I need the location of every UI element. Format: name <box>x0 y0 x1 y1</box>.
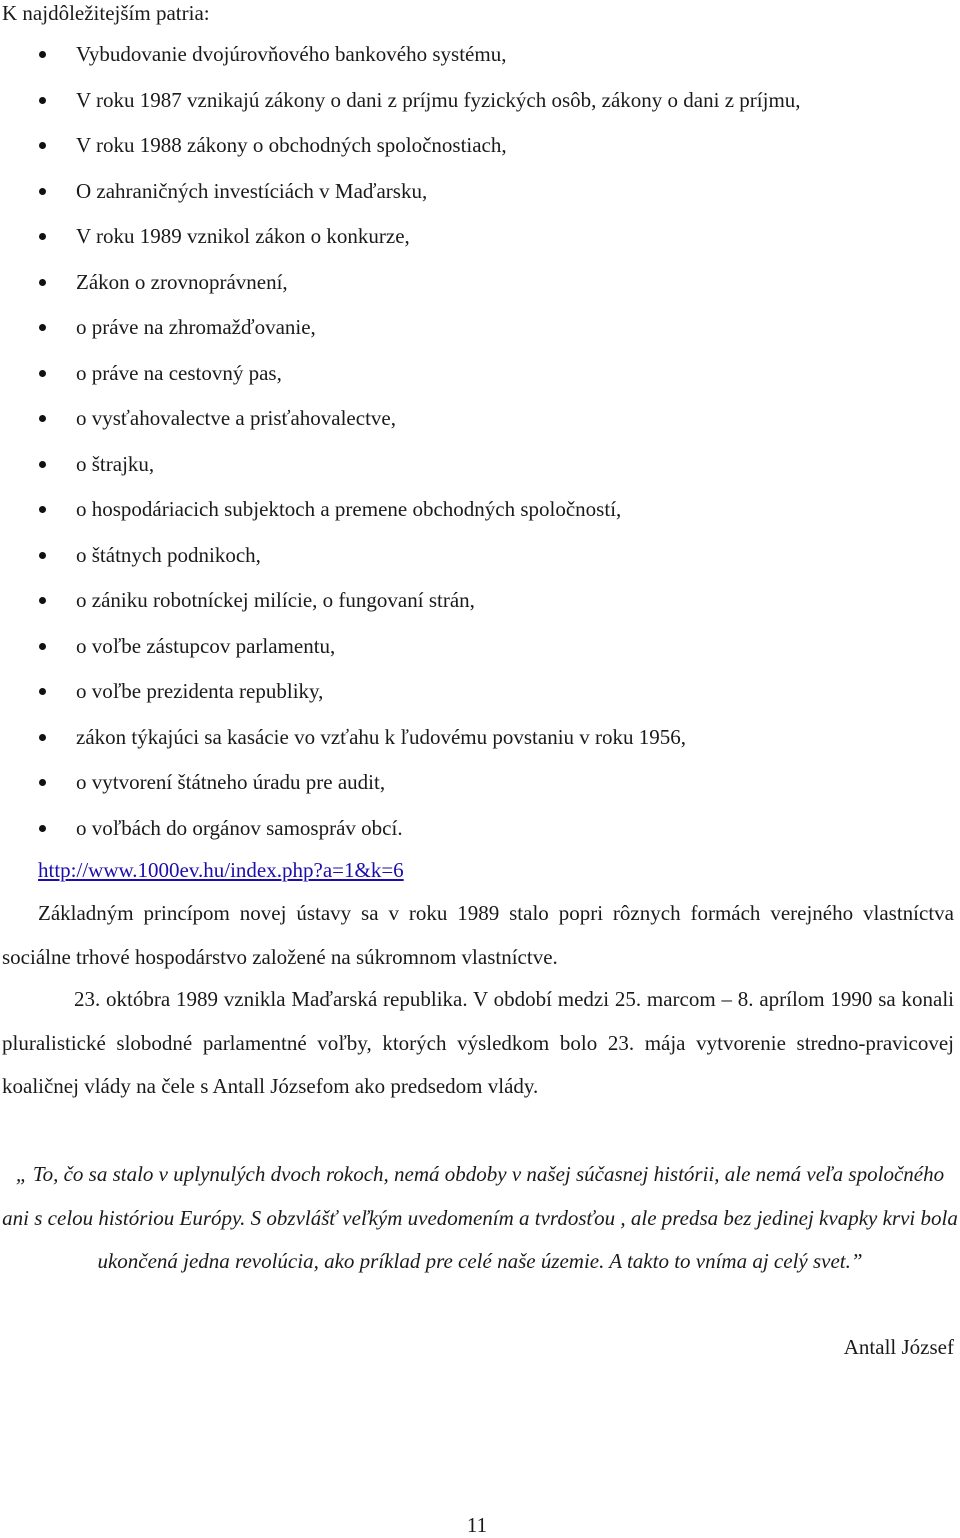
list-item-text: zákon týkajúci sa kasácie vo vzťahu k ľudovému povstaniu v roku 1956, <box>76 724 687 749</box>
list-item-text: V roku 1987 vznikajú zákony o dani z príjmu fyzických osôb, zákony o dani z príjmu, <box>76 87 801 112</box>
quotation: „ To, čo sa stalo v uplynulých dvoch rokoch, nemá obdoby v našej súčasnej histórii, ale nemá veľa spoločného ani s celou históriou Európy. S obzvlášť veľkým uvedomením a tvrdosťou , ale predsa bez jedinej kvapky krvi bola ukončená jedna revolúcia, ako príklad pre celé naše územie. A takto to vníma aj celý svet.” <box>2 1162 958 1273</box>
list-item <box>0 487 960 533</box>
list-item-text: V roku 1988 zákony o obchodných spoločnostiach, <box>76 133 507 157</box>
list-item-text: o vytvorení štátneho úradu pre audit, <box>76 770 386 794</box>
bullet-icon <box>39 188 46 195</box>
list-item <box>0 578 960 624</box>
bullet-icon <box>39 734 46 741</box>
list-item <box>0 669 960 715</box>
page-number: 11 <box>466 1513 488 1537</box>
bullet-icon <box>39 461 46 468</box>
list-item <box>0 123 960 169</box>
list-item <box>0 760 960 806</box>
list-item-text: V roku 1989 vznikol zákon o konkurze, <box>76 224 410 248</box>
list-item <box>0 351 960 397</box>
list-item-text: O zahraničných investíciách v Maďarsku, <box>76 178 428 203</box>
quote-author: Antall József <box>843 1335 954 1359</box>
list-item <box>0 396 960 442</box>
list-item <box>0 169 960 215</box>
bullet-icon <box>39 370 46 377</box>
bullet-icon <box>39 324 46 331</box>
list-item <box>0 624 960 670</box>
bullet-icon <box>39 688 46 695</box>
list-item <box>0 442 960 488</box>
body-paragraph-republic: 23. októbra 1989 vznikla Maďarská republika. V období medzi 25. marcom – 8. aprílom 1990 sa konali pluralistické slobodné parlamentné voľby, ktorých výsledkom bolo 23. mája vytvorenie stredno-pravicovej koaličnej vlády na čele s Antall Józsefom ako predsedom vlády. <box>2 987 954 1098</box>
list-item <box>0 305 960 351</box>
list-item-text: Zákon o zrovnoprávnení, <box>76 269 288 294</box>
bullet-icon <box>39 279 46 286</box>
body-paragraph-constitution: Základným princípom novej ústavy sa v roku 1989 stalo popri rôznych formách verejného vlastníctva sociálne trhové hospodárstvo založené na súkromnom vlastníctve. <box>2 901 954 969</box>
bullet-icon <box>39 51 46 58</box>
bullet-icon <box>39 552 46 559</box>
list-item-text: o štrajku, <box>76 451 155 476</box>
list-item <box>0 214 960 260</box>
bullet-icon <box>39 779 46 786</box>
list-item-text: o vysťahovalectve a prisťahovalectve, <box>76 406 396 430</box>
list-item-text: o štátnych podnikoch, <box>76 542 261 567</box>
bullet-icon <box>39 415 46 422</box>
list-item-text: o práve na cestovný pas, <box>76 360 282 385</box>
list-item-text: Vybudovanie dvojúrovňového bankového systému, <box>76 42 507 66</box>
list-item <box>0 533 960 579</box>
list-item-text: o voľbách do orgánov samospráv obcí. <box>76 815 403 840</box>
source-link[interactable]: http://www.1000ev.hu/index.php?a=1&k=6 <box>38 858 404 882</box>
law-list <box>0 32 960 851</box>
bullet-icon <box>39 142 46 149</box>
list-item-text: o voľbe zástupcov parlamentu, <box>76 633 336 658</box>
list-item <box>0 806 960 852</box>
list-item <box>0 32 960 78</box>
list-item-text: o hospodáriacich subjektoch a premene obchodných spoločností, <box>76 497 622 521</box>
list-item <box>0 260 960 306</box>
bullet-icon <box>39 506 46 513</box>
bullet-icon <box>39 643 46 650</box>
list-item-text: o voľbe prezidenta republiky, <box>76 679 324 703</box>
intro-heading: K najdôležitejším patria: <box>2 1 210 25</box>
list-item-text: o práve na zhromažďovanie, <box>76 315 316 339</box>
list-item <box>0 715 960 761</box>
list-item-text: o zániku robotníckej milície, o fungovaní strán, <box>76 588 475 612</box>
bullet-icon <box>39 233 46 240</box>
list-item <box>0 78 960 124</box>
bullet-icon <box>39 825 46 832</box>
bullet-icon <box>39 97 46 104</box>
bullet-icon <box>39 597 46 604</box>
